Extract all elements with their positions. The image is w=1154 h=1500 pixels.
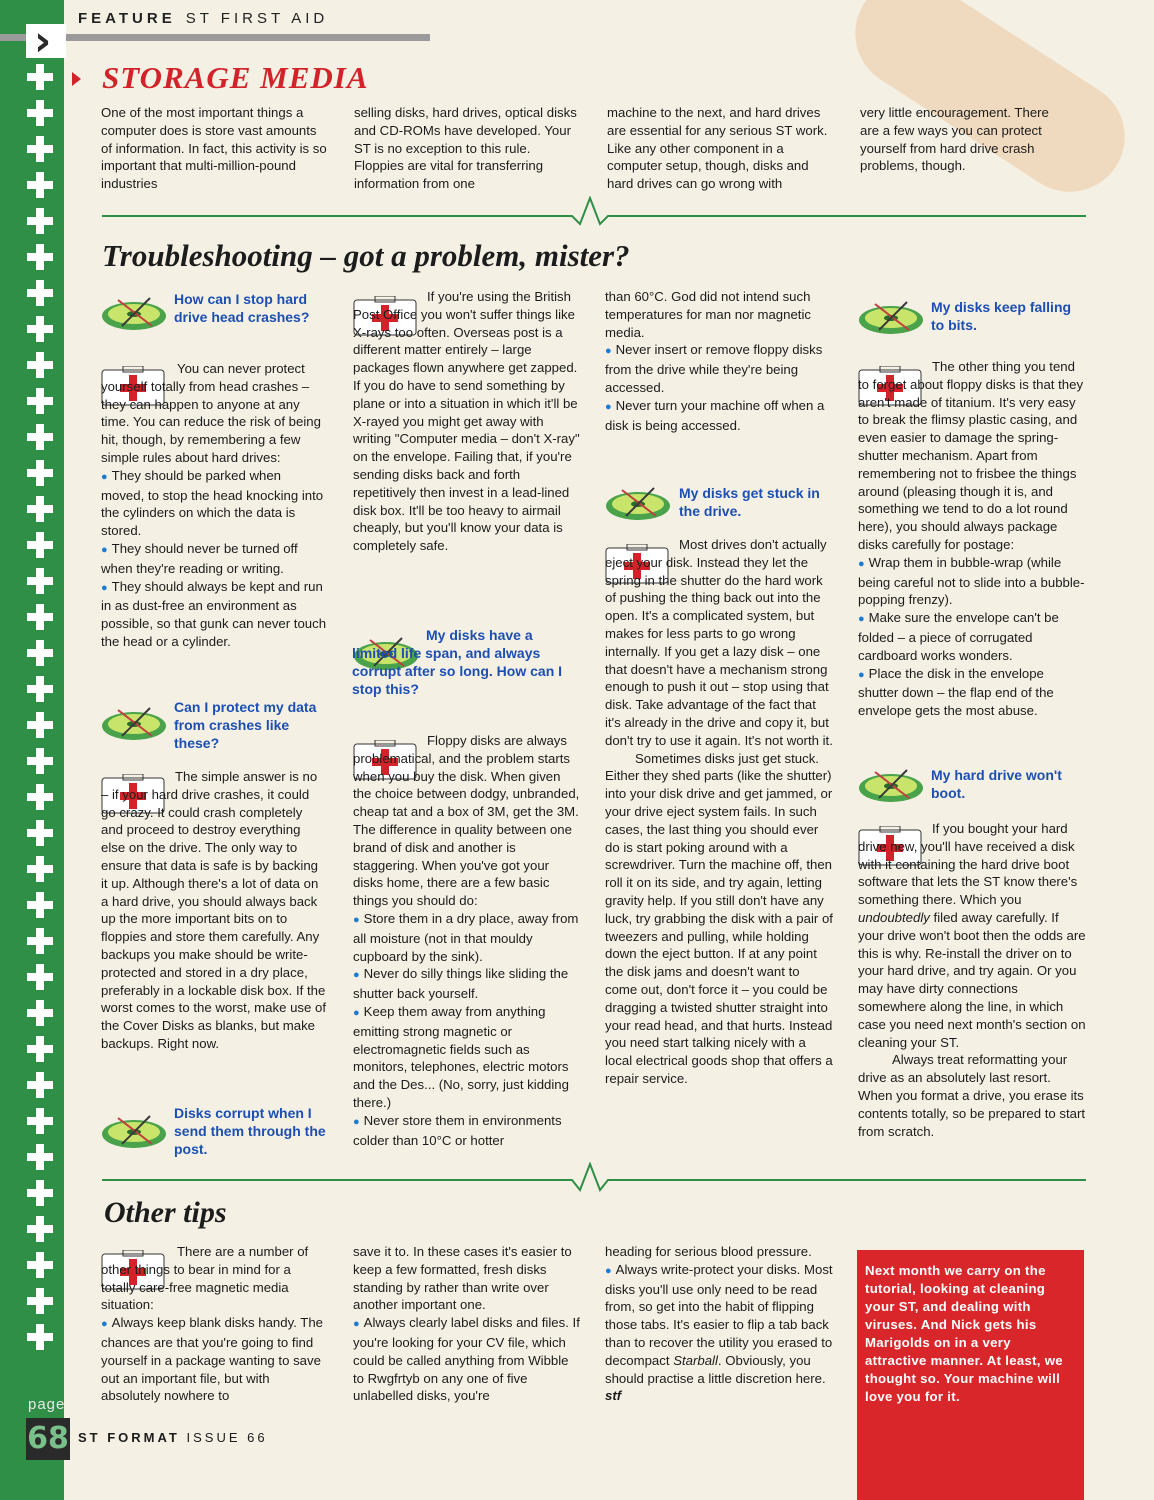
page-label: page [28, 1396, 66, 1413]
cross-icon [27, 388, 53, 414]
heartbeat-divider [102, 196, 1086, 226]
cross-icon [27, 1036, 53, 1062]
storage-col-2: selling disks, hard drives, optical disks and CD-ROMs have developed. Your ST is no exception to this rule. Floppies are vital for transferring information from one [354, 105, 577, 192]
cross-icon [27, 172, 53, 198]
feature-label: FEATURE [78, 10, 176, 27]
feature-header [78, 10, 328, 27]
cross-icon [27, 316, 53, 342]
q3-heading: Disks corrupt when I send them through the post. [174, 1105, 326, 1157]
cross-icon [27, 208, 53, 234]
q1-heading: How can I stop hard drive head crashes? [174, 291, 310, 325]
next-month-box: Next month we carry on the tutorial, looking at cleaning your ST, and dealing with viruses. And Nick gets his Marigolds on in a very attractive manner. At least, we thought so. Your machine will love you for it. [857, 1250, 1084, 1500]
heartbeat-divider [102, 1162, 1086, 1192]
cross-icon [27, 604, 53, 630]
cross-icon [27, 820, 53, 846]
q7-body: If you bought your hard drive new, you'll have received a disk with it containing the hard drive boot software that lets the ST know there's something there. Which you undoubtedly filed away carefully. If your drive won't boot then the odds are this is why. Re-install the driver on to your hard drive, and try again. Or you may have dirty connections somewhere along the line, in which case you need next month's section on cleaning your ST. Always treat reformatting your drive as an absolutely last resort. When you format a drive, you erase its contents totally, so be prepared to start from scratch. [858, 821, 1086, 1139]
page-number: 68 [26, 1418, 70, 1460]
cross-icon [27, 1072, 53, 1098]
cross-icon [27, 1324, 53, 1350]
storage-col-1: One of the most important things a computer does is store vast amounts of information. In fact, this activity is so important that multi-million-pound industries [101, 105, 327, 192]
c3-top: than 60°C. God did not intend such temperatures for man nor magnetic media. ● Never insert or remove floppy disks from the drive while they're being accessed. ● Never turn your machine off when a disk is being accessed. [605, 288, 833, 434]
q6-body: The other thing you tend to forget about floppy disks is that they aren't made of titanium. It's very easy to break the flimsy plastic casing, and even easier to damage the spring-shutter mechanism. Apart from remembering not to frisbee the things around (pleasing though it is, and something we tend to do a lot round here), you should always package disks carefully for postage: ● Wrap them in bubble-wrap (while being careful not to slide into a bubble-popping frenzy). ● Make sure the envelope can't be folded – a piece of corrugated cardboard works wonders. ● Place the disk in the envelope shutter down – the flap end of the envelope gets the most abuse. [858, 358, 1086, 720]
q2-body: The simple answer is no – if your hard drive crashes, it could go crazy. It could crash completely and proceed to destroy everything else on the drive. The only way to ensure that data is safe is by backing it up. Although there's a lot of data on a hard drive, you should always back up the more important bits on to floppies and store them carefully. Any backups you make should be write-protected and stored in a dry place, preferably in a lockable disk box. If the worst comes to the worst, make use of the Cover Disks as blanks, but make backups. Right now. [101, 769, 327, 1051]
cross-icon [27, 1252, 53, 1278]
cross-icon [27, 1288, 53, 1314]
disc-icon [100, 1110, 168, 1150]
q5-body: Most drives don't actually eject your disk. Instead they let the spring in the shutter do the hard work of pushing the thing back out into the open. It's a complicated system, but makes for less parts to go wrong internally. If you get a lazy disk – one that doesn't have a mechanism strong enough to push it out – stop using that disk. Take advantage of the fact that it's already in the drive and copy it, but don't try to use it again. It's not worth it. Sometimes disks just get stuck. Either they shed parts (like the shutter) into your disk drive and get jammed, or your drive eject system fails. In such cases, the last thing you should ever do is start poking around with a screwdriver. Turn the machine off, then roll it on its side, and try again, letting gravity help. If you still don't have any luck, try grabbing the disk with a pair of tweezers and pulling, while holding down the eject button. If at any point the disk jams and doesn't want to come out, don't force it – you could be dragging a twisted shutter straight into your read head, and that hurts. Instead you need start talking nicely with a local electrical goods shop that offers a repair service. [605, 537, 833, 1086]
q4-body: Floppy disks are always problematical, and the problem starts when you buy the disk. When given the choice between dodgy, unbranded, cheap tat and a box of 3M, get the 3M. The difference in quality between one brand of disk and another is staggering. When you've got your disks home, there are a few basic things you should do: ● Store them in a dry place, away from all moisture (not in that mouldy cupboard by the sink). ● Never do silly things like sliding the shutter back yourself. ● Keep them away from anything emitting strong magnetic or electromagnetic fields such as monitors, telephones, electric motors and the Des... (No, sorry, just kidding there.) ● Never store them in environments colder than 10°C or hotter [353, 732, 581, 1149]
cross-icon [27, 1144, 53, 1170]
q7-heading: My hard drive won't boot. [931, 767, 1062, 801]
q2-heading: Can I protect my data from crashes like these? [174, 699, 317, 751]
chevron-icon [26, 24, 66, 58]
cross-icon [27, 136, 53, 162]
other-col-3: heading for serious blood pressure. ● Always write-protect your disks. Most disks you'll use only need to be read from, so get into the habit of flipping those tabs. It's easier to flip a tab back than to recover the utility you erased to decompact Starball. Obviously, you should practise a little discretion here. stf [605, 1243, 835, 1405]
section-label: ST FIRST AID [185, 10, 329, 27]
cross-icon [27, 1000, 53, 1026]
cross-icon [27, 928, 53, 954]
cross-icon [27, 460, 53, 486]
footer: ST FORMAT ISSUE 66 [78, 1430, 268, 1445]
disc-icon [100, 292, 168, 332]
q5-heading: My disks get stuck in the drive. [679, 485, 820, 519]
other-col-1: There are a number of other things to bear in mind for a totally care-free magnetic media situation: ● Always keep blank disks handy. The chances are that you're going to find yourself in a package wanting to save out an important file, but with absolutely nowhere to [101, 1243, 327, 1405]
troubleshooting-title: Troubleshooting – got a problem, mister? [102, 238, 630, 273]
q3-body: If you're using the British Post Office you won't suffer things like X-rays too often. Overseas post is a different matter entirely – large packages flown anywhere get zapped. If you do have to send something by plane or into a situation in which it'll be X-rayed you might get away with writing "Computer media – don't X-ray" on the envelope. Failing that, if you're sending disks back and forth repetitively then invest in a lead-lined disk box. It'll be too heavy to airmail cheaply, but you'll know your data is completely safe. [353, 289, 580, 554]
disc-icon [857, 764, 925, 804]
cross-icon [27, 748, 53, 774]
cross-icon [27, 1180, 53, 1206]
cross-column [20, 64, 60, 1360]
cross-icon [27, 676, 53, 702]
cross-icon [27, 856, 53, 882]
cross-icon [27, 784, 53, 810]
q1-body: You can never protect yourself totally from head crashes – they can happen to anyone at any time. You can reduce the risk of being hit, though, by remembering a few simple rules about hard drives: ● They should be parked when moved, to stop the head knocking into the cylinders on which the data is stored. ● They should never be turned off when they're reading or writing. ● They should always be kept and run in as dust-free an environment as possible, so that gunk can never touch the head or a cylinder. [101, 360, 327, 651]
q4-heading: My disks have a limited life span, and always corrupt after so long. How can I stop this? [352, 627, 563, 697]
cross-icon [27, 1216, 53, 1242]
storage-col-4: very little encouragement. There are a few ways you can protect yourself from hard drive crash problems, though. [860, 105, 1049, 174]
cross-icon [27, 1108, 53, 1134]
cross-icon [27, 496, 53, 522]
cross-icon [27, 244, 53, 270]
left-strip [0, 0, 64, 1500]
cross-icon [27, 892, 53, 918]
cross-icon [27, 64, 53, 90]
cross-icon [27, 280, 53, 306]
cross-icon [27, 532, 53, 558]
cross-icon [27, 712, 53, 738]
cross-icon [27, 352, 53, 378]
cross-icon [27, 640, 53, 666]
other-tips-title: Other tips [104, 1196, 227, 1229]
other-col-2: save it to. In these cases it's easier to keep a few formatted, fresh disks standing by rather than write over another important one. ● Always clearly label disks and files. If you're looking for your CV file, which could be called anything from Wibble to Rwgfrtyb on any one of five unlabelled disks, you're [353, 1243, 581, 1405]
cross-icon [27, 964, 53, 990]
storage-col-3: machine to the next, and hard drives are essential for any serious ST work. Like any other component in a computer setup, though, disks and hard drives can go wrong with [607, 105, 828, 192]
cross-icon [27, 424, 53, 450]
cross-icon [27, 100, 53, 126]
q6-heading: My disks keep falling to bits. [931, 299, 1072, 333]
disc-icon [604, 482, 672, 522]
storage-title: STORAGE MEDIA [102, 60, 369, 95]
title-arrow-icon [72, 72, 81, 86]
cross-icon [27, 568, 53, 594]
disc-icon [100, 702, 168, 742]
disc-icon [857, 296, 925, 336]
